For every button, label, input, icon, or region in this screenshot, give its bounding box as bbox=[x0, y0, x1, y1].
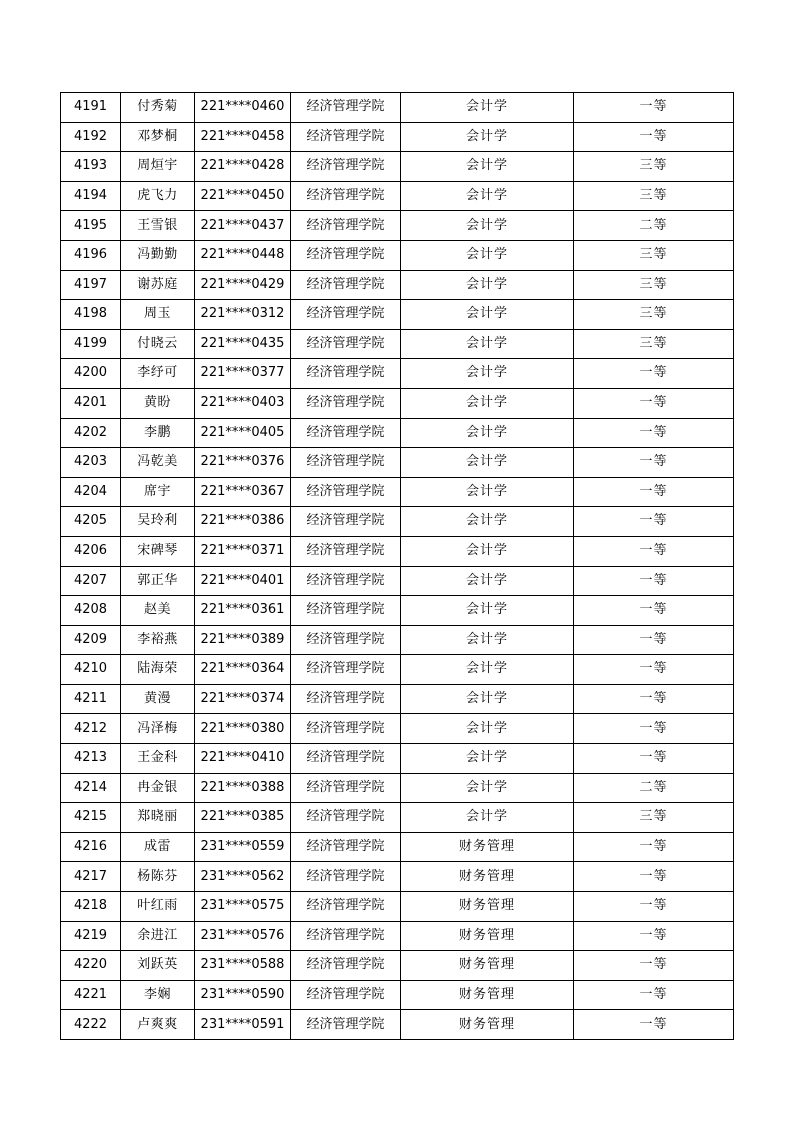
table-row bbox=[61, 359, 734, 389]
cell-student-id: 221****0450 bbox=[195, 181, 291, 211]
student-award-table bbox=[60, 92, 734, 1040]
cell-college: 经济管理学院 bbox=[291, 684, 401, 714]
cell-major: 财务管理 bbox=[401, 951, 574, 981]
cell-college: 经济管理学院 bbox=[291, 211, 401, 241]
cell-student-id: 221****0312 bbox=[195, 300, 291, 330]
cell-level: 一等 bbox=[574, 1010, 734, 1040]
cell-student-id: 221****0428 bbox=[195, 152, 291, 182]
cell-college: 经济管理学院 bbox=[291, 388, 401, 418]
table-row bbox=[61, 1010, 734, 1040]
cell-level: 三等 bbox=[574, 270, 734, 300]
table-row bbox=[61, 773, 734, 803]
cell-student-id: 221****0376 bbox=[195, 448, 291, 478]
table-row bbox=[61, 951, 734, 981]
table-row bbox=[61, 93, 734, 123]
cell-level: 三等 bbox=[574, 240, 734, 270]
cell-student-id: 231****0576 bbox=[195, 921, 291, 951]
cell-level: 三等 bbox=[574, 181, 734, 211]
cell-major: 会计学 bbox=[401, 536, 574, 566]
cell-major: 会计学 bbox=[401, 240, 574, 270]
cell-major: 会计学 bbox=[401, 744, 574, 774]
table-row bbox=[61, 921, 734, 951]
cell-student-id: 231****0562 bbox=[195, 862, 291, 892]
cell-student-id: 221****0460 bbox=[195, 93, 291, 123]
cell-major: 会计学 bbox=[401, 388, 574, 418]
table-row bbox=[61, 477, 734, 507]
cell-level: 一等 bbox=[574, 951, 734, 981]
table-row bbox=[61, 862, 734, 892]
cell-student-id: 221****0374 bbox=[195, 684, 291, 714]
cell-student-id: 221****0458 bbox=[195, 122, 291, 152]
cell-major: 会计学 bbox=[401, 773, 574, 803]
cell-name: 付秀菊 bbox=[121, 93, 195, 123]
cell-major: 财务管理 bbox=[401, 862, 574, 892]
cell-major: 会计学 bbox=[401, 122, 574, 152]
cell-major: 会计学 bbox=[401, 477, 574, 507]
cell-college: 经济管理学院 bbox=[291, 596, 401, 626]
cell-college: 经济管理学院 bbox=[291, 892, 401, 922]
cell-major: 会计学 bbox=[401, 152, 574, 182]
cell-name: 赵美 bbox=[121, 596, 195, 626]
cell-level: 一等 bbox=[574, 892, 734, 922]
cell-student-id: 221****0371 bbox=[195, 536, 291, 566]
cell-index: 4222 bbox=[61, 1010, 121, 1040]
cell-student-id: 221****0364 bbox=[195, 655, 291, 685]
table-row bbox=[61, 832, 734, 862]
cell-student-id: 221****0403 bbox=[195, 388, 291, 418]
cell-name: 李纾可 bbox=[121, 359, 195, 389]
cell-index: 4216 bbox=[61, 832, 121, 862]
table-row bbox=[61, 122, 734, 152]
cell-college: 经济管理学院 bbox=[291, 625, 401, 655]
cell-level: 一等 bbox=[574, 921, 734, 951]
cell-index: 4198 bbox=[61, 300, 121, 330]
cell-index: 4209 bbox=[61, 625, 121, 655]
cell-index: 4196 bbox=[61, 240, 121, 270]
table-row bbox=[61, 329, 734, 359]
cell-level: 一等 bbox=[574, 507, 734, 537]
cell-student-id: 221****0437 bbox=[195, 211, 291, 241]
cell-college: 经济管理学院 bbox=[291, 862, 401, 892]
cell-major: 会计学 bbox=[401, 625, 574, 655]
cell-index: 4219 bbox=[61, 921, 121, 951]
cell-major: 财务管理 bbox=[401, 980, 574, 1010]
cell-name: 卢爽爽 bbox=[121, 1010, 195, 1040]
cell-level: 一等 bbox=[574, 684, 734, 714]
table-row bbox=[61, 536, 734, 566]
cell-index: 4207 bbox=[61, 566, 121, 596]
cell-index: 4210 bbox=[61, 655, 121, 685]
table-row bbox=[61, 270, 734, 300]
cell-index: 4204 bbox=[61, 477, 121, 507]
cell-index: 4213 bbox=[61, 744, 121, 774]
cell-major: 会计学 bbox=[401, 181, 574, 211]
cell-college: 经济管理学院 bbox=[291, 359, 401, 389]
cell-college: 经济管理学院 bbox=[291, 270, 401, 300]
cell-name: 冯乾美 bbox=[121, 448, 195, 478]
cell-name: 李鹏 bbox=[121, 418, 195, 448]
cell-college: 经济管理学院 bbox=[291, 803, 401, 833]
cell-level: 一等 bbox=[574, 536, 734, 566]
table-row bbox=[61, 388, 734, 418]
cell-level: 一等 bbox=[574, 418, 734, 448]
cell-level: 一等 bbox=[574, 980, 734, 1010]
cell-major: 会计学 bbox=[401, 300, 574, 330]
cell-index: 4193 bbox=[61, 152, 121, 182]
cell-student-id: 221****0448 bbox=[195, 240, 291, 270]
cell-index: 4195 bbox=[61, 211, 121, 241]
cell-level: 一等 bbox=[574, 388, 734, 418]
cell-index: 4215 bbox=[61, 803, 121, 833]
cell-student-id: 221****0410 bbox=[195, 744, 291, 774]
cell-major: 会计学 bbox=[401, 714, 574, 744]
cell-college: 经济管理学院 bbox=[291, 329, 401, 359]
table-row bbox=[61, 240, 734, 270]
table-row bbox=[61, 181, 734, 211]
cell-student-id: 221****0385 bbox=[195, 803, 291, 833]
table-row bbox=[61, 684, 734, 714]
cell-college: 经济管理学院 bbox=[291, 418, 401, 448]
cell-major: 财务管理 bbox=[401, 832, 574, 862]
cell-index: 4194 bbox=[61, 181, 121, 211]
cell-name: 邓梦桐 bbox=[121, 122, 195, 152]
table-row bbox=[61, 596, 734, 626]
cell-major: 会计学 bbox=[401, 448, 574, 478]
cell-major: 财务管理 bbox=[401, 921, 574, 951]
cell-student-id: 231****0559 bbox=[195, 832, 291, 862]
cell-student-id: 221****0367 bbox=[195, 477, 291, 507]
cell-index: 4221 bbox=[61, 980, 121, 1010]
table-row bbox=[61, 803, 734, 833]
table-row bbox=[61, 152, 734, 182]
cell-level: 三等 bbox=[574, 803, 734, 833]
cell-name: 黄漫 bbox=[121, 684, 195, 714]
cell-major: 财务管理 bbox=[401, 892, 574, 922]
cell-level: 二等 bbox=[574, 211, 734, 241]
cell-index: 4192 bbox=[61, 122, 121, 152]
cell-college: 经济管理学院 bbox=[291, 951, 401, 981]
cell-name: 余进江 bbox=[121, 921, 195, 951]
cell-level: 一等 bbox=[574, 832, 734, 862]
cell-college: 经济管理学院 bbox=[291, 448, 401, 478]
cell-major: 会计学 bbox=[401, 655, 574, 685]
cell-college: 经济管理学院 bbox=[291, 122, 401, 152]
cell-index: 4218 bbox=[61, 892, 121, 922]
cell-college: 经济管理学院 bbox=[291, 566, 401, 596]
cell-student-id: 221****0361 bbox=[195, 596, 291, 626]
cell-level: 三等 bbox=[574, 329, 734, 359]
cell-level: 一等 bbox=[574, 566, 734, 596]
cell-level: 一等 bbox=[574, 625, 734, 655]
cell-college: 经济管理学院 bbox=[291, 93, 401, 123]
cell-level: 三等 bbox=[574, 152, 734, 182]
cell-name: 陆海荣 bbox=[121, 655, 195, 685]
table-row bbox=[61, 566, 734, 596]
cell-college: 经济管理学院 bbox=[291, 1010, 401, 1040]
table-body bbox=[61, 93, 734, 1040]
cell-name: 冯泽梅 bbox=[121, 714, 195, 744]
cell-college: 经济管理学院 bbox=[291, 921, 401, 951]
cell-name: 郭正华 bbox=[121, 566, 195, 596]
cell-student-id: 231****0588 bbox=[195, 951, 291, 981]
cell-index: 4212 bbox=[61, 714, 121, 744]
cell-name: 叶红雨 bbox=[121, 892, 195, 922]
cell-college: 经济管理学院 bbox=[291, 655, 401, 685]
table-row bbox=[61, 655, 734, 685]
cell-name: 郑晓丽 bbox=[121, 803, 195, 833]
cell-level: 一等 bbox=[574, 714, 734, 744]
cell-index: 4203 bbox=[61, 448, 121, 478]
cell-major: 会计学 bbox=[401, 596, 574, 626]
cell-major: 会计学 bbox=[401, 329, 574, 359]
table-row bbox=[61, 714, 734, 744]
cell-student-id: 221****0401 bbox=[195, 566, 291, 596]
cell-name: 谢苏庭 bbox=[121, 270, 195, 300]
cell-level: 三等 bbox=[574, 300, 734, 330]
cell-student-id: 221****0405 bbox=[195, 418, 291, 448]
cell-name: 周烜宇 bbox=[121, 152, 195, 182]
table-row bbox=[61, 507, 734, 537]
cell-college: 经济管理学院 bbox=[291, 181, 401, 211]
cell-level: 一等 bbox=[574, 359, 734, 389]
cell-student-id: 231****0591 bbox=[195, 1010, 291, 1040]
table-row bbox=[61, 211, 734, 241]
cell-student-id: 221****0388 bbox=[195, 773, 291, 803]
cell-name: 冯勤勤 bbox=[121, 240, 195, 270]
cell-major: 会计学 bbox=[401, 270, 574, 300]
cell-index: 4201 bbox=[61, 388, 121, 418]
cell-major: 会计学 bbox=[401, 684, 574, 714]
cell-college: 经济管理学院 bbox=[291, 744, 401, 774]
cell-name: 王雪银 bbox=[121, 211, 195, 241]
cell-level: 一等 bbox=[574, 93, 734, 123]
cell-major: 财务管理 bbox=[401, 1010, 574, 1040]
cell-name: 刘跃英 bbox=[121, 951, 195, 981]
cell-name: 李裕燕 bbox=[121, 625, 195, 655]
cell-name: 付晓云 bbox=[121, 329, 195, 359]
table-row bbox=[61, 744, 734, 774]
cell-major: 会计学 bbox=[401, 211, 574, 241]
cell-college: 经济管理学院 bbox=[291, 477, 401, 507]
cell-college: 经济管理学院 bbox=[291, 240, 401, 270]
cell-index: 4206 bbox=[61, 536, 121, 566]
cell-index: 4220 bbox=[61, 951, 121, 981]
cell-name: 虎飞力 bbox=[121, 181, 195, 211]
cell-index: 4202 bbox=[61, 418, 121, 448]
cell-college: 经济管理学院 bbox=[291, 714, 401, 744]
cell-student-id: 221****0429 bbox=[195, 270, 291, 300]
cell-college: 经济管理学院 bbox=[291, 832, 401, 862]
cell-student-id: 221****0380 bbox=[195, 714, 291, 744]
cell-major: 会计学 bbox=[401, 566, 574, 596]
cell-name: 周玉 bbox=[121, 300, 195, 330]
cell-college: 经济管理学院 bbox=[291, 980, 401, 1010]
cell-index: 4208 bbox=[61, 596, 121, 626]
table-row bbox=[61, 300, 734, 330]
cell-college: 经济管理学院 bbox=[291, 152, 401, 182]
cell-index: 4214 bbox=[61, 773, 121, 803]
cell-name: 冉金银 bbox=[121, 773, 195, 803]
cell-level: 一等 bbox=[574, 655, 734, 685]
cell-level: 一等 bbox=[574, 122, 734, 152]
cell-major: 会计学 bbox=[401, 507, 574, 537]
cell-name: 黄盼 bbox=[121, 388, 195, 418]
table-row bbox=[61, 448, 734, 478]
cell-college: 经济管理学院 bbox=[291, 773, 401, 803]
cell-index: 4205 bbox=[61, 507, 121, 537]
cell-student-id: 221****0386 bbox=[195, 507, 291, 537]
cell-level: 一等 bbox=[574, 744, 734, 774]
cell-name: 王金科 bbox=[121, 744, 195, 774]
cell-level: 一等 bbox=[574, 596, 734, 626]
cell-major: 会计学 bbox=[401, 418, 574, 448]
table-row bbox=[61, 625, 734, 655]
cell-student-id: 221****0435 bbox=[195, 329, 291, 359]
table-row bbox=[61, 418, 734, 448]
cell-name: 席宇 bbox=[121, 477, 195, 507]
cell-major: 会计学 bbox=[401, 803, 574, 833]
cell-level: 一等 bbox=[574, 862, 734, 892]
cell-student-id: 221****0377 bbox=[195, 359, 291, 389]
cell-index: 4197 bbox=[61, 270, 121, 300]
cell-index: 4199 bbox=[61, 329, 121, 359]
table-row bbox=[61, 892, 734, 922]
cell-college: 经济管理学院 bbox=[291, 300, 401, 330]
cell-name: 宋碑琴 bbox=[121, 536, 195, 566]
cell-college: 经济管理学院 bbox=[291, 507, 401, 537]
cell-college: 经济管理学院 bbox=[291, 536, 401, 566]
cell-level: 一等 bbox=[574, 477, 734, 507]
cell-index: 4211 bbox=[61, 684, 121, 714]
cell-level: 一等 bbox=[574, 448, 734, 478]
table-row bbox=[61, 980, 734, 1010]
cell-name: 李娴 bbox=[121, 980, 195, 1010]
cell-name: 吴玲利 bbox=[121, 507, 195, 537]
cell-student-id: 231****0575 bbox=[195, 892, 291, 922]
cell-index: 4191 bbox=[61, 93, 121, 123]
cell-name: 杨陈芬 bbox=[121, 862, 195, 892]
cell-major: 会计学 bbox=[401, 359, 574, 389]
cell-major: 会计学 bbox=[401, 93, 574, 123]
cell-level: 二等 bbox=[574, 773, 734, 803]
cell-student-id: 221****0389 bbox=[195, 625, 291, 655]
cell-index: 4200 bbox=[61, 359, 121, 389]
cell-name: 成雷 bbox=[121, 832, 195, 862]
cell-student-id: 231****0590 bbox=[195, 980, 291, 1010]
cell-index: 4217 bbox=[61, 862, 121, 892]
